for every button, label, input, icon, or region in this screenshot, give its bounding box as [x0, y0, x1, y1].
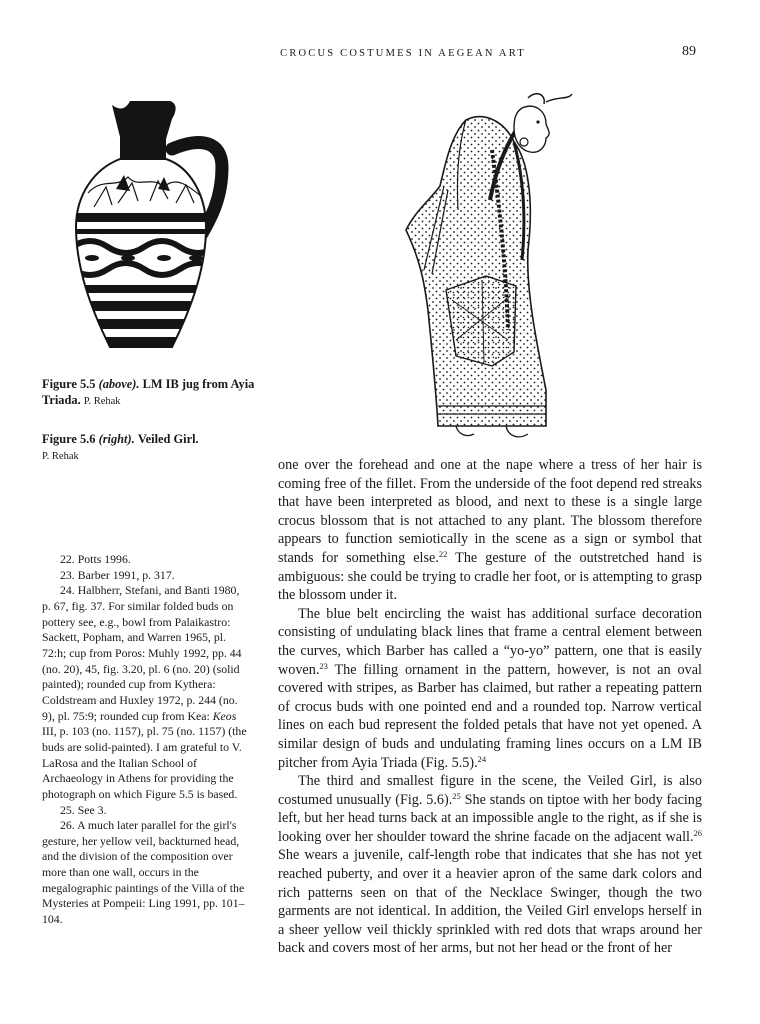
caption-qualifier: (right). — [98, 432, 135, 446]
footnotes — [42, 552, 250, 928]
note-ref: 26 — [693, 827, 702, 838]
caption-title: Veiled Girl. — [137, 432, 199, 446]
footnote-25: 25. See 3. — [60, 802, 107, 817]
caption-credit: P. Rehak — [42, 451, 79, 462]
veiled-girl-illustration — [396, 90, 592, 444]
footnote-24: 24. Halbherr, Stefani, and Banti 1980, p. 67, fig. 37. For similar folded buds on pottery see, e.g., bowl from Palaikastro: Sackett, Popham, and Warren 1965, pl. 72:h; cup from Poros: Muhly 1992, pp. 44 (no. 20), 45, fig. 3.20, pl. 6 (no. 20) (solid painted); rounded cup from Kythera: Coldstream and Huxley 1972, p. 244 (no. 9), pl. 75:9; rounded cup from Kea: Keos III, p. 103 (no. 1157), pl. 75 (no. 1157) (the buds are solid-painted). I am grateful to V. LaRosa and the Italian School of Archaeology in Athens for providing the photograph on which Figure 5.5 is based. — [42, 583, 247, 801]
jug-illustration — [72, 97, 252, 355]
paragraph-3: The third and smallest figure in the scene, the Veiled Girl, is also costumed unusually (Fig. 5.6).$^{25}$ She stands on tiptoe with her body facing left, but her head turns back at an impossible angle to the right, as if she is looking over her shoulder toward the shrine facade on the adjacent wall.$^{26}$ She wears a juvenile, calf-length robe that indicates that she has not yet reached puberty, and over it a heavier apron of the same dark colors and rich patterns seen on that of the Necklace Swinger, though the two garments are not identical. In addition, the Veiled Girl envelops herself in a sheer yellow veil thickly sprinkled with red dots that wraps around her back and covers most of her arms, but not her head or the front of her — [278, 773, 702, 957]
paragraph-1: one over the forehead and one at the nape where a tress of her hair is coming free of the fillet. From the underside of the foot depend red streaks that have been interpreted as blood, and next to these is a single large crocus blossom that is not attached to any plant. The blossom therefore appears to function semiotically in the scene as a sign or symbol that stands for something else.$^{22}$ The gesture of the outstretched hand is ambiguous: she could be trying to cradle her foot, or is attempting to grasp the blossom under it. — [278, 457, 702, 604]
page-number: 89 — [682, 44, 696, 59]
caption-title: LM IB jug from Ayia Triada. — [42, 377, 255, 407]
note-ref: 25 — [452, 790, 461, 801]
caption-label: Figure 5.6 — [42, 432, 96, 446]
footnote-22: 22. Potts 1996. — [60, 552, 131, 566]
figure-caption-5-6 — [42, 431, 262, 465]
main-text — [278, 456, 702, 958]
note-ref: 22 — [438, 548, 448, 559]
figure-caption-5-5 — [42, 376, 262, 410]
footnote-26: 26. A much later parallel for the girl's gesture, her yellow veil, backturned head, and the division of the composition over more than one wall, occurs in the megalographic paintings of the Villa of the Mysteries at Pompeii: Ling 1991, pp. 101–104. — [42, 818, 245, 927]
footnote-23: 23. Barber 1991, p. 317. — [60, 567, 175, 582]
girl-head — [514, 106, 549, 152]
caption-label: Figure 5.5 — [42, 377, 96, 391]
running-head: CROCUS COSTUMES IN AEGEAN ART — [280, 48, 526, 59]
girl-robe — [406, 117, 546, 426]
caption-credit: P. Rehak — [83, 396, 121, 407]
paragraph-2: The blue belt encircling the waist has additional surface decoration consisting of undulating black lines that frame a central element between the curves, which Barber has called a “yo-yo” pattern, one that is easily woven.$^{23}$ The filling ornament in the pattern, however, is not an oval covered with stripes, as Barber has claimed, but rather a repeating pattern of crocus buds with one pointed end and a rounded top. Narrow vertical lines on each bud represent the folded petals that have not yet opened. A similar design of buds and undulating framing lines occurs on a LM IB pitcher from Ayia Triada (Fig. 5.5).$^{24}$ — [278, 605, 702, 771]
note-ref: 24 — [477, 753, 487, 764]
note-ref: 23 — [319, 660, 328, 671]
caption-qualifier: (above). — [98, 377, 140, 391]
